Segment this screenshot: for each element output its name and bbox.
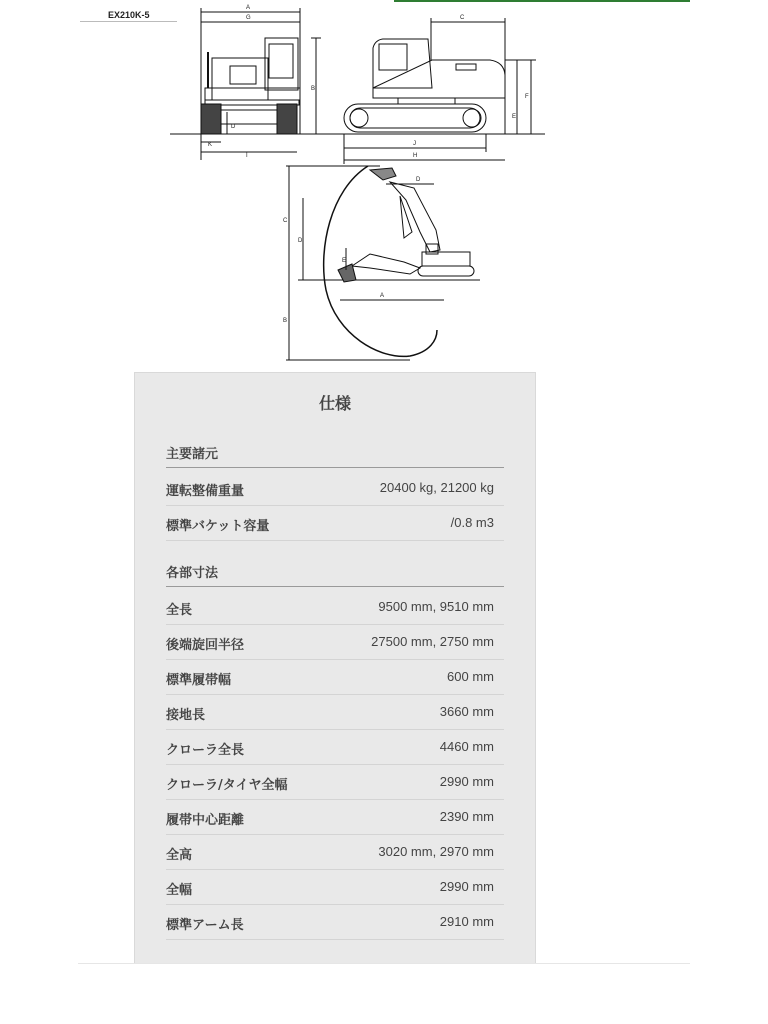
section-heading-main: 主要諸元 xyxy=(166,443,504,468)
spec-label: 接地長 xyxy=(166,708,206,723)
dim-letter-C: C xyxy=(460,15,465,21)
spec-row-track-gauge xyxy=(166,800,504,835)
spec-value: 27500 mm, 2750 mm xyxy=(371,634,494,649)
spec-value: 2990 mm xyxy=(439,774,494,789)
dim-letter-D-top: D xyxy=(416,177,421,183)
dim-letter-D-work: D xyxy=(298,238,303,244)
dim-letter-I: I xyxy=(246,153,248,159)
spec-value: /0.8 m3 xyxy=(450,515,494,530)
dim-letter-B: B xyxy=(311,86,316,92)
spec-value: 9500 mm, 9510 mm xyxy=(378,599,494,614)
spec-label: 後端旋回半径 xyxy=(166,638,245,653)
spec-label: クローラ全長 xyxy=(166,743,245,758)
dim-letter-G: G xyxy=(246,15,251,21)
spec-row-bucket xyxy=(166,506,504,541)
spec-label: 運転整備重量 xyxy=(166,484,245,499)
spec-label: 履帯中心距離 xyxy=(166,813,245,828)
side-view-drawing xyxy=(344,18,536,164)
spec-row-overall-length xyxy=(166,590,504,625)
spec-row-crawler-length xyxy=(166,730,504,765)
spec-label: 全高 xyxy=(166,848,193,863)
dim-letter-A: A xyxy=(246,5,251,11)
dim-letter-K: K xyxy=(208,142,213,148)
spec-value: 600 mm xyxy=(447,669,494,684)
spec-row-tail-swing xyxy=(166,625,504,660)
spec-row-overall-height xyxy=(166,835,504,870)
footer-divider xyxy=(78,963,690,964)
spec-row-overall-width xyxy=(166,870,504,905)
spec-value: 3020 mm, 2970 mm xyxy=(378,844,494,859)
dim-letter-C-work: C xyxy=(283,218,288,224)
dim-letter-B-work: B xyxy=(283,318,288,324)
spec-label: 全長 xyxy=(166,603,193,618)
front-view-drawing xyxy=(201,8,321,160)
spec-value: 2390 mm xyxy=(439,809,494,824)
spec-row-crawler-width xyxy=(166,765,504,800)
spec-label: 全幅 xyxy=(166,883,193,898)
working-range-drawing xyxy=(286,166,480,360)
dim-letter-D: D xyxy=(231,124,236,130)
spec-value: 2990 mm xyxy=(439,879,494,894)
spec-row-shoe-width xyxy=(166,660,504,695)
spec-row-arm-length xyxy=(166,905,504,940)
spec-label: 標準アーム長 xyxy=(166,918,244,933)
dim-letter-A-work: A xyxy=(380,293,385,299)
model-label: EX210K-5 xyxy=(108,10,150,20)
spec-value: 2910 mm xyxy=(439,914,494,929)
dimension-drawings xyxy=(0,0,768,370)
spec-label: 標準バケット容量 xyxy=(166,519,270,534)
section-heading-dimensions: 各部寸法 xyxy=(166,562,504,587)
spec-row-ground-length xyxy=(166,695,504,730)
spec-value: 4460 mm xyxy=(439,739,494,754)
spec-row-weight xyxy=(166,471,504,506)
dim-letter-E-work: E xyxy=(342,258,347,264)
dim-letter-J: J xyxy=(413,141,416,147)
spec-label: 標準履帯幅 xyxy=(166,673,232,688)
dim-letter-E: E xyxy=(512,114,517,120)
spec-panel xyxy=(134,372,536,964)
spec-value: 20400 kg, 21200 kg xyxy=(379,480,494,495)
spec-title: 仕様 xyxy=(318,394,351,413)
dim-letter-F: F xyxy=(525,94,529,100)
spec-value: 3660 mm xyxy=(439,704,494,719)
spec-label: クローラ/タイヤ全幅 xyxy=(166,778,288,793)
dim-letter-H: H xyxy=(413,153,418,159)
